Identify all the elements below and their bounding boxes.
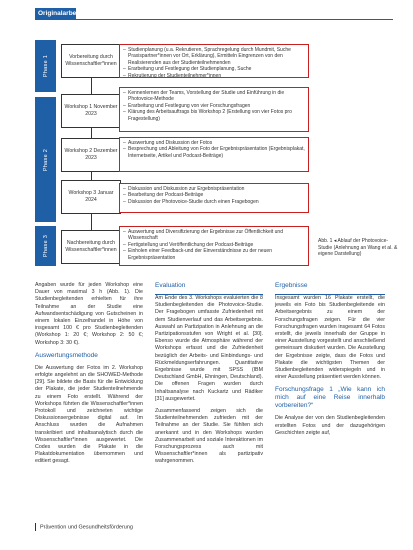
text-column-2: [155, 282, 263, 471]
content-item: – Diskussion der Photovoice-Studie durch einen Fragebogen: [123, 199, 305, 205]
text-column-3: [275, 282, 385, 442]
content-item: – Kennenlernen der Teams, Vorstellung der Studie und Einführung in die Photovoice-Methode: [123, 90, 305, 103]
flow-connector: [91, 78, 92, 94]
page-footer: [35, 523, 133, 531]
step-preparation-box: Vorbereitung durch Wissenschaftler*innen: [61, 44, 121, 78]
header-rule: [35, 19, 393, 20]
content-item: – Diskussion und Diskussion zur Ergebnispräsentation: [123, 186, 305, 192]
flow-connector: [91, 214, 92, 230]
content-item: – Klärung des Arbeitsauftrags bis Workshop 2 (Erstellung von vier Fotos pro Fragestellung): [123, 109, 305, 122]
content-item: – Auswertung und Diversifizierung der Ergebnisse zur Öffentlichkeit und Wissenschaft: [123, 229, 305, 242]
content-item: – Bearbeitung der Podcast-Beiträge: [123, 192, 305, 198]
content-box-preparation: [119, 44, 309, 78]
phase-1-bar: [35, 40, 56, 92]
content-item: – Studienplanung (u.a. Rekrutieren, Sprachregelung durch Mundmit, Suche Praxispartner*innen vor Ort, Erklärung), Ermitteln Eingrenzen von den Realisierenden aus der Studienteilnehmenden: [123, 47, 305, 66]
section-heading: Evaluation: [155, 282, 186, 289]
content-item: – Rekrutierung der Studienteilnehmer*innen: [123, 73, 305, 79]
content-item: – Auswertung und Diskussion der Fotos: [123, 140, 305, 146]
step-workshop-2-box: Workshop 2 Dezember 2023: [61, 138, 121, 172]
paragraph: Angaben wurde für jeden Workshop eine Dauer von maximal 3 h (Abb. 1). Die Studienbegleitenden erhielten für ihre Teilnahme an der Studie eine Aufwandsentschädigung von Gutscheinen in einem lokalen Einzelhandel in Höhe von insgesamt 100 € pro Studienbegleitenden (Workshop 1: 20 €; Workshop 2: 50 €; Workshop 3: 30 €).: [35, 282, 143, 346]
content-item: – Einholen einer Feedback-und der Einverständnisse zu der neuen Ergebnispräsentation: [123, 248, 305, 261]
content-item: – Fertigstellung und Veröffentlichung der Podcast-Beiträge: [123, 242, 305, 248]
content-item: – Besprechung und Ableitung von Foto der Ergebnispräsentation (Ergebnisplakat, Internetseite, Artikel und Podcast-Beiträge): [123, 146, 305, 159]
section-subheading: Forschungsfrage 1 „Wie kann ich mich auf eine Reise innerhalb vorbereiten?“: [275, 386, 385, 410]
section-heading: Auswertungsmethode: [35, 351, 98, 359]
article-type-tag: Originalarbeit: [35, 8, 76, 20]
paragraph: Zusammenfassend zeigen sich die Studienteilnehmenden zufrieden mit der Teilnahme an der Studie. Sie fühlten sich anerkannt und in den Workshops wurden Zusammenarbeit und soziale Interaktionen im Forschungsprozess auch mit Wissenschaftler*innen als partizipativ wahrgenommen.: [155, 408, 263, 465]
flow-connector: [91, 128, 92, 138]
content-box-workshop-3: [119, 183, 309, 213]
phase-3-label: Phase 3: [42, 234, 49, 258]
journal-name: Prävention und Gesundheitsförderung: [40, 524, 133, 531]
footer-divider: [35, 523, 36, 531]
phase-3-bar: [35, 226, 56, 266]
flow-connector: [91, 172, 92, 180]
paragraph: Die Analyse der von den Studienbegleitenden erstellten Fotos und der dazugehörigen Geschichten zeigte auf,: [275, 415, 385, 436]
content-item: – Erarbeitung und Festlegung der Studienplanung, Suche: [123, 66, 305, 72]
phase-2-label: Phase 2: [42, 148, 49, 171]
paragraph: Insgesamt wurden 16 Plakate erstellt, die jeweils ein Foto bis Studienbegleitende ein Arbeitsergebnis zu einem der Forschungsfragen zeigen. Für die vier Forschungsfragen wurden insgesamt 64 Fotos erstellt, die jeweils innerhalb der Gruppe in einer Ausstellung vorgestellt und anschließend gemeinsam diskutiert wurden. Die Ausstellung der Ergebnisse zeigte, dass die Fotos und Plakate die wichtigsten Themen der Studienbegleitenden widerspiegeln und in einer Ausstellung präsentiert werden können.: [275, 295, 385, 381]
phase-1-label: Phase 1: [42, 54, 49, 78]
paragraph: Die Auswertung der Fotos im 2. Workshop erfolgte angelehnt an die SHOWED-Methode [29]. Sie bildete die Basis für die Entwicklung der Plakate, die jeder Studienteilnehmende zu einem Foto erstellt. Während der Workshops führten die Wissenschaftler*innen Protokoll und zeichneten wichtige Diskussionsergebnisse digital auf. Im Anschluss wurden die Aufnahmen transkribiert und inhaltsanalytisch durch die Wissenschaftler*innen ausgewertet. Die Codes wurden die Plakate in die Plakatdokumentation übernommen und editiert gesagt.: [35, 364, 143, 465]
content-box-workshop-2: [119, 137, 309, 172]
step-workshop-3-box: Workshop 3 Januar 2024: [61, 180, 121, 214]
paragraph: Am Ende des 3. Workshops evaluierten die 8 Studienbegleitenden die Photovoice-Studie. Der Fragebogen umfasste Zufriedenheit mit dem Studienverlauf und das Arbeitsergebnis. Auswahl an Partizipation in Anlehnung an die Partizipationsstufen von Wright et al. [30]. Ebenso wurde die Atmosphäre während der Workshops erfasst und die Zufriedenheit bezüglich der Arbeits- und Einbindungs- und Rückmeldungserfahrungen. Quantitative Ergebnisse wurde mit SPSS (IBM Deutschland GmbH, Ehningen, Deutschland). Die offenen Fragen wurden durch Inhaltsanalyse nach Kuckartz und Rädiker [31] ausgewertet.: [155, 295, 263, 402]
content-box-workshop-1: [119, 87, 309, 132]
figure-caption: Abb. 1 ◂ Ablauf der Photovoice-Studie (Anlehnung an Wang et al. & eigene Darstellung): [318, 238, 398, 257]
step-workshop-1-box: Workshop 1 November 2023: [61, 94, 121, 128]
phase-2-bar: [35, 97, 56, 222]
text-column-1: [35, 282, 143, 471]
section-heading: Ergebnisse: [275, 282, 308, 289]
step-follow-up-box: Nachbereitung durch Wissenschaftler*innen: [61, 230, 121, 264]
content-item: – Erarbeitung und Festlegung von vier Forschungsfragen: [123, 103, 305, 109]
content-box-follow-up: [119, 226, 309, 266]
